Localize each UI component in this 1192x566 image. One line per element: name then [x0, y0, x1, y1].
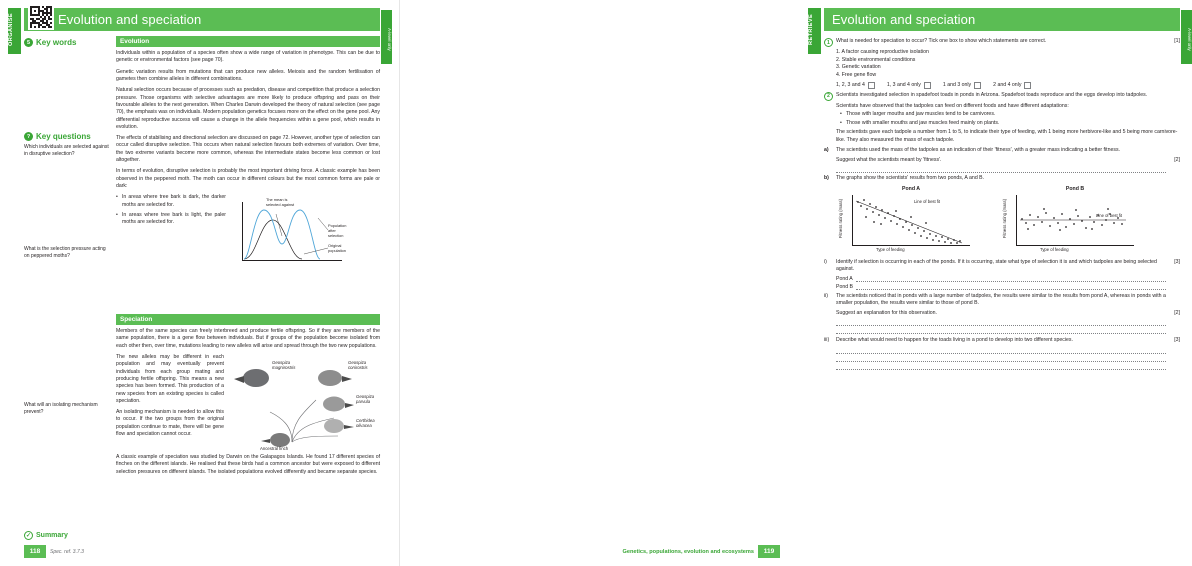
speciation-section [116, 314, 380, 480]
left-footer [24, 545, 84, 558]
key-words-icon: 5 [24, 38, 33, 47]
left-page-header [24, 8, 380, 31]
finch-label-ancestral: Ancestral finch [260, 445, 289, 451]
checkbox-option-3[interactable] [974, 82, 981, 89]
key-questions-heading: ? Key questions [24, 132, 112, 141]
key-question-2: What is the selection pressure acting on peppered moths? [24, 246, 106, 259]
organise-tab: ORGANISE [8, 8, 21, 54]
answer-line[interactable] [836, 166, 1166, 173]
q2b-label: b) [824, 175, 829, 182]
pond-a-ylabel: Fitness rating (mass) [838, 198, 843, 238]
speciation-para-2: The new alleles may be different in each population and may eventually prevent individuals from each group mating and producing fertile offspring. This means a new species has been formed. This production of a new species from an existing species is called speciation. [116, 353, 224, 404]
question-2b-ii [824, 293, 1180, 308]
key-words-heading: 5 Key words [24, 38, 112, 47]
right-page [400, 0, 1192, 566]
q2a-label: a) [824, 147, 829, 154]
speciation-para-4: A classic example of speciation was studied by Darwin on the Galapagos Islands. He found 17 different species of finches on the different islands. He realised that these birds had a common ancestor but were exposed to different selection pressures on different islands. The isolated populations evolved differently and became separate species. [116, 453, 380, 475]
question-2b-ii-sub [824, 310, 1180, 318]
question-mark-icon: ? [24, 132, 33, 141]
question-2-bullets [840, 111, 1180, 127]
q2b-text: The graphs show the scientists' results from two ponds, A and B. [836, 175, 985, 182]
key-question-3-block [24, 402, 112, 416]
pond-b-answer-label: Pond B [836, 283, 854, 290]
question-2b [824, 175, 1180, 183]
speciation-band: Speciation [116, 314, 380, 325]
pond-a-answer[interactable] [836, 276, 1166, 282]
a-level-marker-left: A-level only [381, 10, 392, 64]
statement-2: 2. Stable environmental conditions [836, 56, 916, 63]
question-1-marks: [1] [1174, 38, 1180, 44]
evolution-para-2: Genetic variation results from mutations that can produce new alleles. Meiosis and the random fertilisation of gametes then combine alleles in different combinations. [116, 68, 380, 82]
q2bii-subtext: Suggest an explanation for this observation. [836, 309, 937, 316]
statement-1: 1. A factor causing reproductive isolation [836, 49, 929, 56]
question-2b-i [824, 259, 1180, 274]
q2biii-marks: [3] [1174, 337, 1180, 344]
answer-line-iii-1[interactable] [836, 347, 1166, 354]
a-level-marker-right: A-level only [1181, 10, 1192, 64]
page-title-right: Evolution and speciation [832, 12, 976, 27]
key-question-3: What will an isolating mechanism prevent? [24, 402, 98, 415]
q2-bullet-1: • Those with larger mouths and jaw muscles tend to be carnivores. [840, 111, 1180, 118]
question-2-para-3: The scientists gave each tadpole a number from 1 to 5, to indicate their type of feeding, with 1 being more herbivore-like and 5 being more carnivore-like. They also measured the mass of each tadpole. [836, 129, 1178, 143]
chart-annotation-mean: The mean is selected against [266, 197, 295, 207]
statement-3: 3. Genetic variation [836, 64, 881, 71]
left-page [0, 0, 400, 566]
pond-a-fit-label: Line of best fit [914, 198, 941, 204]
chart-annotation-original: Original population [328, 243, 346, 253]
spec-ref: Spec. ref. 3.7.3 [50, 548, 84, 555]
question-1 [824, 38, 1180, 47]
pond-b-answer[interactable] [836, 284, 1166, 290]
answer-line-ii-2[interactable] [836, 327, 1166, 334]
question-2-para-2: Scientists have observed that the tadpoles can feed on different foods and have different adaptations: [836, 102, 1069, 109]
qr-code-icon[interactable] [28, 4, 54, 30]
pond-a-answer-line[interactable] [856, 276, 1166, 282]
q2bi-text: Identify if selection is occurring in each of the ponds. If it is occurring, state what type of selection it is and which tadpoles are being selected against. [836, 258, 1157, 273]
pond-b-xlabel: Type of feeding [1040, 246, 1069, 252]
pond-b-title: Pond B [1065, 185, 1085, 192]
evolution-bullet-2: • In areas where tree bark is light, the paler moths are selected for. [116, 211, 226, 226]
answer-line-iii-2[interactable] [836, 355, 1166, 362]
question-1-statements [836, 49, 1180, 79]
pond-b-answer-line[interactable] [856, 284, 1166, 290]
q2bii-text: The scientists noticed that in ponds with a large number of tadpoles, the results were similar to the results from pond A, whereas in ponds with a smaller population, the results were similar to those of pond B. [836, 292, 1166, 307]
summary-heading: ✓ Summary [25, 532, 68, 539]
option-2[interactable]: 1, 3 and 4 only [887, 82, 931, 89]
question-2a-sub [824, 157, 1180, 165]
questions-area [824, 38, 1180, 371]
evolution-para-4: The effects of stabilising and directional selection are discussed on page 72. However, another type of selection can occur called disruptive selection. This occurs when natural selection favours both extremes of variation. Over time, the two extreme variants become more common, whereas the intermediate states become less common or lost altogether. [116, 135, 380, 164]
check-icon: ✓ [25, 533, 32, 539]
question-1-number: 1 [824, 38, 833, 47]
key-question-2-block [24, 246, 112, 260]
evolution-bullet-1: • In areas where tree bark is dark, the darker moths are selected for. [116, 194, 226, 208]
right-footer [623, 545, 780, 558]
option-3[interactable]: 1 and 3 only [943, 82, 981, 89]
page-number-left: 118 [24, 545, 46, 558]
finch-label-3: Geospiza parvula [356, 393, 375, 405]
key-question-1: Which individuals are selected against in disruptive selection? [24, 144, 109, 157]
question-1-stem: What is needed for speciation to occur? Tick one box to show which statements are correct. [836, 38, 1047, 44]
option-1[interactable]: 1, 2, 3 and 4 [836, 82, 875, 89]
question-2 [824, 92, 1180, 101]
pond-b-fit-label: Line of best fit [1096, 212, 1123, 218]
galapagos-finch-diagram [230, 356, 380, 452]
speciation-para-1: Members of the same species can freely interbreed and produce fertile offspring. So if they are members of the same population, there is a gene flow between individuals. But if groups of the population become isolated from each other then, over time, mutations leading to new alleles will arise and spread through the two new populations. [116, 328, 380, 349]
q2bi-label: i) [824, 258, 827, 265]
pond-a-graph [836, 186, 986, 255]
finch-label-1: Geospiza magnirostris [272, 359, 296, 371]
evolution-section [116, 36, 380, 278]
page-number-right: 119 [758, 545, 780, 558]
footer-topic: Genetics, populations, evolution and ecosystems [622, 548, 754, 555]
pond-b-ylabel: Fitness rating (mass) [1002, 198, 1007, 238]
answer-line-ii[interactable] [836, 319, 1166, 326]
q2biii-label: iii) [824, 337, 830, 344]
q2a-marks: [2] [1174, 156, 1180, 163]
answer-line-iii-3[interactable] [836, 363, 1166, 370]
finch-label-4: Certhidea olivacea [356, 417, 375, 429]
disruptive-selection-chart [232, 196, 350, 274]
evolution-para-1: Individuals within a population of a species often show a wide range of variation in phenotype. This can be due to genetic or environmental factors (see page 70). [116, 50, 380, 64]
chart-annotation-after: Population after selection [328, 223, 347, 238]
pond-a-title: Pond A [902, 185, 920, 192]
speciation-para-3: An isolating mechanism is needed to allow this to occur. If the two groups from the original population continue to mate, there will be gene flow and speciation cannot occur. [116, 409, 224, 438]
question-2-number: 2 [824, 92, 833, 101]
evolution-band: Evolution [116, 36, 380, 47]
q2bii-marks: [2] [1174, 309, 1180, 316]
key-questions-block [24, 132, 112, 158]
right-page-header [824, 8, 1180, 31]
q2-bullet-2: • Those with smaller mouths and jaw muscles feed mainly on plants. [840, 120, 1180, 127]
q2bii-label: ii) [824, 292, 829, 299]
statement-4: 4. Free gene flow [836, 71, 877, 78]
evolution-para-5: In terms of evolution, disruptive selection is probably the most important driving force. A classic example has been observed in the peppered moth. The moth can occur in different colours but the most common forms are pale or dark: [116, 168, 380, 189]
q2biii-text: Describe what would need to happen for the toads living in a pond to develop into two different species. [836, 337, 1073, 344]
question-1-options [836, 82, 1180, 89]
finch-label-2: Geospiza conirostris [348, 359, 368, 371]
key-words-block [24, 38, 112, 47]
q2a-subtext: Suggest what the scientists meant by 'fitness'. [836, 156, 942, 163]
pond-b-graph [1000, 186, 1150, 255]
page-title-left: Evolution and speciation [58, 12, 202, 27]
question-2b-iii [824, 337, 1180, 345]
evolution-para-3: Natural selection occurs because of processes such as predation, disease and competition that produce a selection pressure. Those organisms with selective advantages are more likely to produce offspring and pass on their favourable alleles to the next generation. When Charles Darwin developed the theory of natural selection (see page 70), the emphasis was on individuals. Modern population genetics focuses more on the effect on the gene pool. Any differential reproductive success will cause a change in the allele frequencies within a gene pool, which results in evolution. [116, 87, 380, 130]
pond-a-answer-label: Pond A [836, 275, 853, 282]
retrieve-tab: RETRIEVE [808, 8, 821, 54]
q2bi-marks: [3] [1174, 258, 1180, 265]
pond-a-xlabel: Type of feeding [876, 246, 905, 252]
checkbox-option-4[interactable] [1024, 82, 1031, 89]
question-2-stem: Scientists investigated selection in spadefoot toads in ponds in Arizona. Spadefoot toads reproduce and the eggs develop into tadpoles. [836, 91, 1148, 98]
q2a-text: The scientists used the mass of the tadpoles as an indication of their 'fitness', with a greater mass indicating a better fitness. [836, 147, 1120, 154]
pond-graphs [836, 186, 1180, 255]
question-2a [824, 147, 1180, 155]
checkbox-option-2[interactable] [924, 82, 931, 89]
option-4[interactable]: 2 and 4 only [993, 82, 1031, 89]
checkbox-option-1[interactable] [868, 82, 875, 89]
